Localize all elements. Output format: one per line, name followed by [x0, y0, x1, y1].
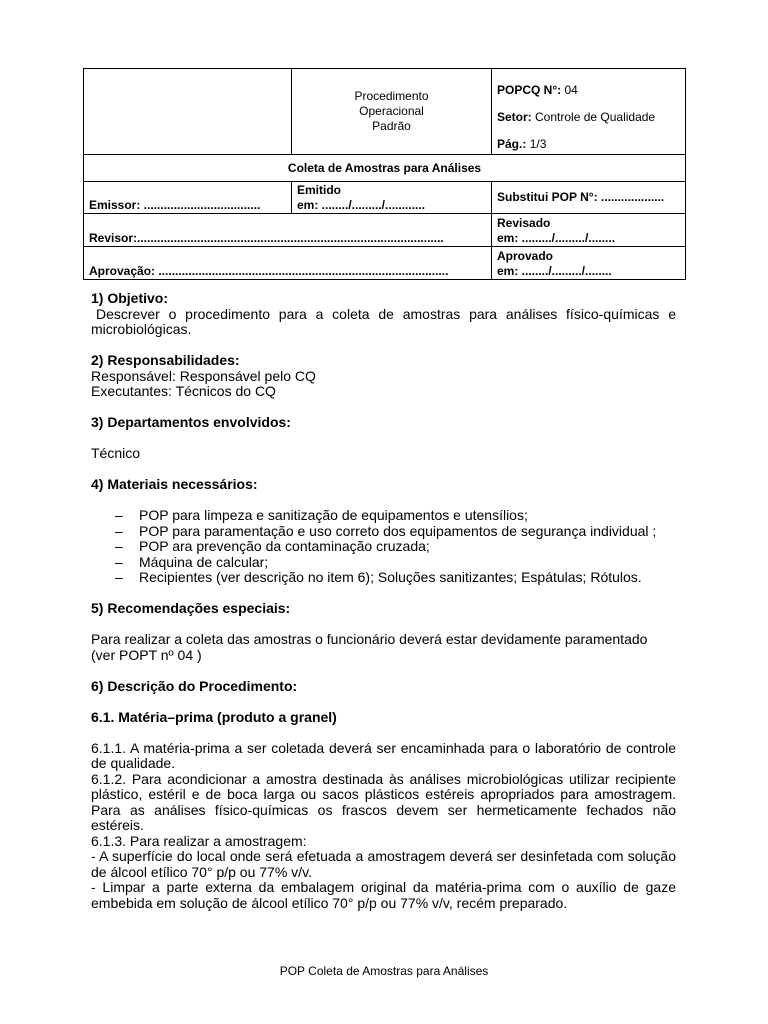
page-number: Pág.: 1/3 [497, 137, 547, 151]
objetivo-text: Descrever o procedimento para a coleta de amostras para análises físico-químicas e microbiológicas. [91, 305, 676, 337]
recomendacao-line-1: Para realizar a coleta das amostras o funcionário deverá estar devidamente paramentado [91, 631, 648, 647]
title-line-2: Operacional [359, 104, 424, 118]
title-line-3: Padrão [372, 119, 411, 133]
emissor-field: Emissor: ................................... [84, 182, 292, 214]
revisor-field: Revisor:............................................................................................ [84, 214, 492, 247]
paragraph-6-1-3: 6.1.3. Para realizar a amostragem: [91, 832, 307, 849]
popcq-cell [492, 69, 686, 155]
subsection-title-materia-prima: 6.1. Matéria–prima (produto a granel) [91, 708, 337, 725]
materiais-list [91, 508, 676, 586]
document-body [91, 291, 676, 911]
section-title-descricao: 6) Descrição do Procedimento: [91, 677, 298, 694]
departamento-text: Técnico [91, 445, 141, 461]
procedure-title-cell [292, 69, 492, 155]
setor: Setor: Controle de Qualidade [497, 110, 656, 124]
substitui-field: Substitui POP N°: ................... [492, 182, 686, 214]
paragraph-6-1-2: 6.1.2. Para acondicionar a amostra destinada às análises microbiológicas utilizar recipiente plástico, estéril e de boca larga ou sacos plásticos estéreis apropriados para amostragem. Para as análises físico-químicas os frascos devem ser hermeticamente fechados não estéreis. [91, 770, 676, 833]
page-footer: POP Coleta de Amostras para Análises [279, 964, 489, 978]
section-title-materiais: 4) Materiais necessários: [91, 476, 258, 492]
list-item: – Recipientes (ver descrição no item 6); Soluções sanitizantes; Espátulas; Rótulos. [91, 570, 676, 586]
section-title-departamentos: 3) Departamentos envolvidos: [91, 414, 291, 430]
executantes-line: Executantes: Técnicos do CQ [91, 383, 276, 399]
section-title-recomendacoes: 5) Recomendações especiais: [91, 600, 291, 616]
paragraph-6-1-1: 6.1.1. A matéria-prima a ser coletada deverá ser encaminhada para o laboratório de controle de qualidade. [91, 739, 676, 771]
list-item: – POP para paramentação e uso correto dos equipamentos de segurança individual ; [91, 524, 676, 540]
aprovado-field: Aprovado em: ......../........./........ [492, 247, 686, 280]
list-item: – POP ara prevenção da contaminação cruzada; [91, 539, 676, 555]
paragraph-6-1-3-b: - Limpar a parte externa da embalagem original da matéria-prima com o auxílio de gaze embebida em solução de álcool etílico 70° p/p ou 77% v/v, recém preparado. [91, 879, 676, 911]
header-table [83, 68, 686, 280]
list-item: – Máquina de calcular; [91, 555, 676, 571]
responsavel-line: Responsável: Responsável pelo CQ [91, 367, 316, 384]
logo-cell [84, 69, 292, 155]
section-title-objetivo: 1) Objetivo: [91, 290, 169, 306]
revisado-field: Revisado em: ........./........./........ [492, 214, 686, 247]
aprovacao-field: Aprovação: ....................................................................................... [84, 247, 492, 280]
section-title-responsabilidades: 2) Responsabilidades: [91, 352, 240, 368]
document-title: Coleta de Amostras para Análises [84, 155, 686, 182]
paragraph-6-1-3-a: - A superfície do local onde será efetuada a amostragem deverá ser desinfetada com solução de álcool etílico 70° p/p ou 77% v/v. [91, 848, 676, 880]
list-item: – POP para limpeza e sanitização de equipamentos e utensílios; [91, 508, 676, 524]
recomendacao-line-2: (ver POPT nº 04 ) [91, 646, 202, 663]
emitido-field: Emitido em: ......../........./............ [292, 182, 492, 214]
popcq-number: POPCQ N°: 04 [497, 83, 578, 97]
title-line-1: Procedimento [354, 89, 429, 103]
